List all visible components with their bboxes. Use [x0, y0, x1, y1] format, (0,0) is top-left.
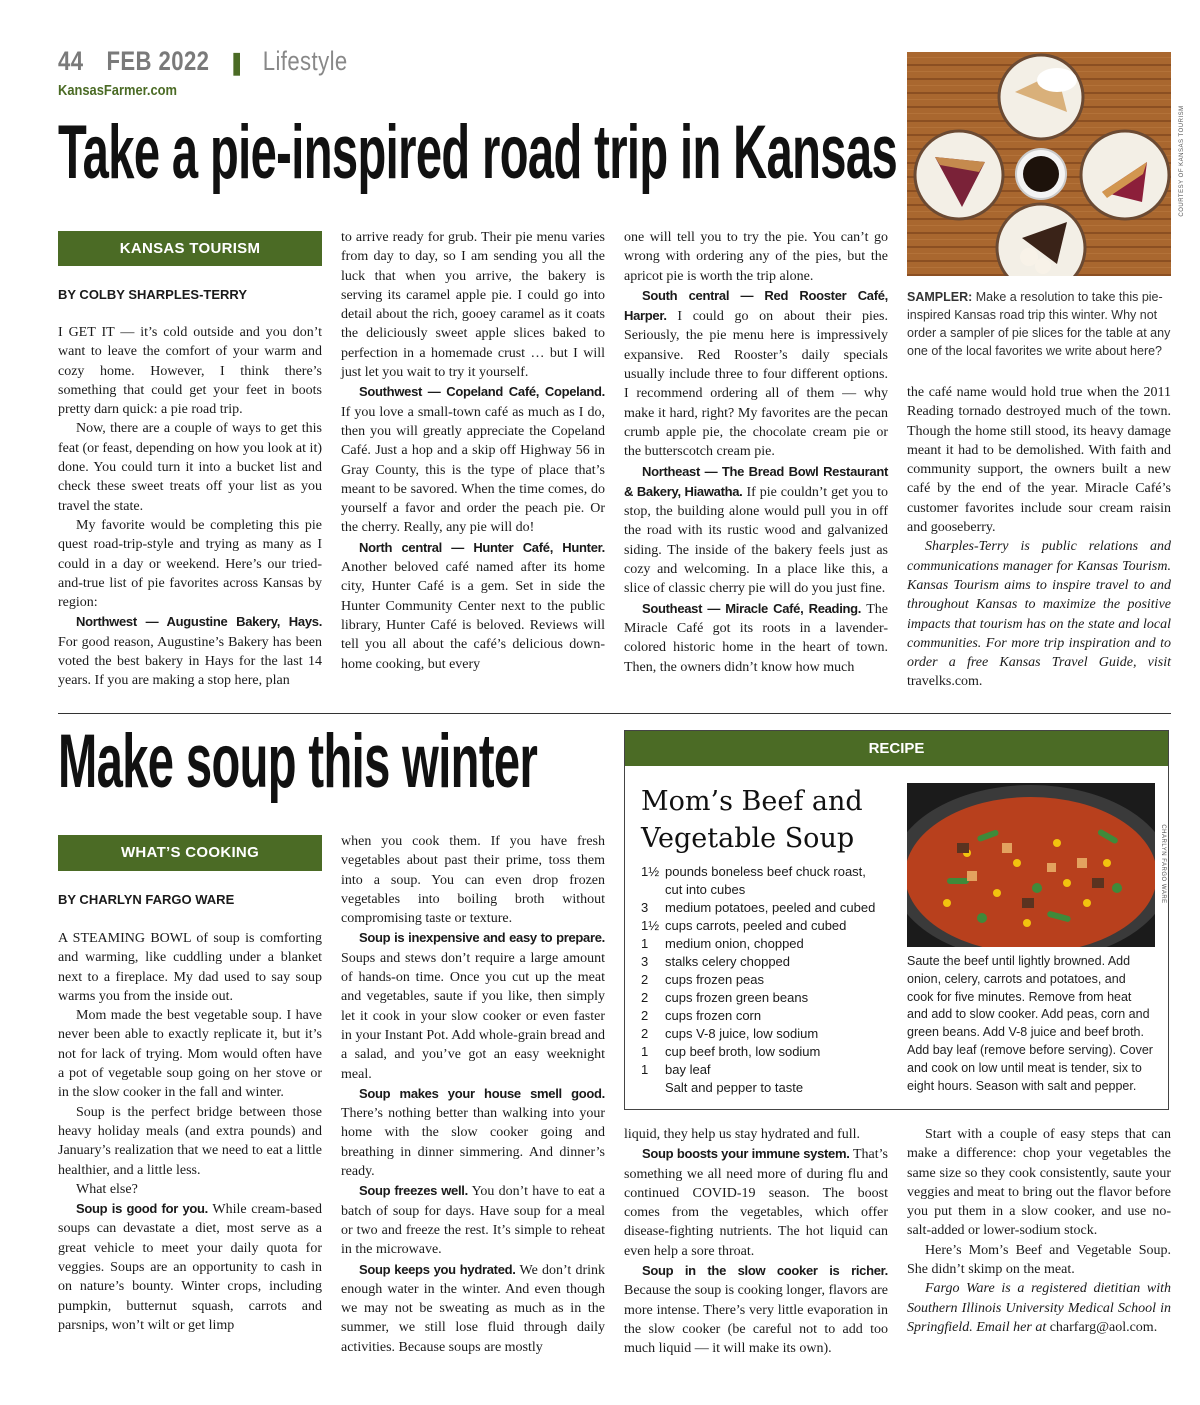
ingredient-item: pounds boneless beef chuck roast,: [665, 864, 866, 879]
pie-paragraph: [341, 382, 605, 537]
email-link[interactable]: charfarg@aol.com.: [1046, 1319, 1158, 1335]
pie-column-3: [624, 228, 888, 677]
pie-photo-illustration: [907, 52, 1171, 276]
soup-paragraph: when you cook them. If you have fresh vegetables about past their prime, toss them into a soup. You can even drop frozen vegetables into boiling broth without compromising taste or texture.: [341, 834, 605, 927]
ingredient-item: stalks celery chopped: [665, 954, 791, 969]
soup-column-3: [624, 1125, 888, 1359]
point-text: You don’t have to eat a batch of soup for days. Have soup for a meal or two and freeze the rest. It’s simple to reheat in the microwave.: [341, 1184, 605, 1258]
ingredient-row: [641, 1079, 901, 1097]
pie-headline-text: Take a pie-inspired road trip in Kansas: [58, 110, 898, 195]
author-bio: [907, 537, 1171, 691]
ingredient-item: cup beef broth, low sodium: [665, 1044, 821, 1059]
ingredient-row: [641, 1007, 901, 1025]
recipe-box: [624, 730, 1169, 1110]
point-text: There’s nothing better than walking into your home with the slow cooker going and breathing in dinner simmering. And dinner’s ready.: [341, 1106, 605, 1180]
region-text: The Miracle Café got its roots in a lavender-colored historic home in the heart of town. Then, the owners didn’t know how much: [624, 601, 889, 675]
author-bio-text: Sharples-Terry is public relations and communications manager for Kansas Tourism. Kansas Tourism aims to inspire travel to and throughout Kansas to maximize the positive impacts that tourism has on the state and local communities. For more trip inspiration and to order a free Kansas Travel Guide, visit: [907, 539, 1171, 671]
ingredient-row: [641, 899, 901, 917]
pie-paragraph: one will tell you to try the pie. You can’t go wrong with ordering any of the pies, but the apricot pie is worth the trip alone.: [624, 230, 888, 284]
page-header: [58, 46, 458, 106]
soup-paragraph: [624, 1144, 888, 1261]
pie-paragraph: I GET IT — it’s cold outside and you don’t want to leave the comfort of your warm and cozy home. However, I think there’s something that could get your feet in boots pretty darn quick: a pie road trip.: [58, 325, 322, 418]
pie-paragraph: to arrive ready for grub. Their pie menu varies from day to day, so I am sending you all the luck that when you arrive, the bakery is serving its caramel apple pie. I could go into detail about the rich, gooey caramel as it coats the deliciously sweet apple slices baked to perfection in a homemade crust … but I will just let you wait to try it yourself.: [341, 230, 605, 381]
ingredient-quantity: 1: [641, 1044, 649, 1059]
region-text: If pie couldn’t get you to stop, the building alone would pull you in off the road with its rustic wood and galvanized siding. The inside of the bakery feels just as cozy and welcoming. In a place like this, a slice of classic cherry pie will do you just fine.: [624, 484, 888, 597]
pie-headline: [58, 108, 908, 198]
ingredient-item: medium onion, chopped: [665, 936, 804, 951]
pie-column-2: [341, 228, 605, 674]
region-lead: Northwest — Augustine Bakery, Hays.: [76, 614, 322, 630]
soup-paragraph: [341, 1084, 605, 1181]
point-lead: Soup freezes well.: [359, 1183, 468, 1199]
region-text: If you love a small-town café as much as I do, then you will greatly appreciate the Copeland Café. Just a hop and a skip off Highway 56 in Gray County, this is the type of place that’s meant to be savored. When the time comes, do yourself a favor and order the peach pie. Or the cherry. Really, any pie will do!: [341, 404, 605, 536]
region-lead: North central — Hunter Café, Hunter.: [359, 539, 605, 555]
soup-paragraph: [58, 1199, 322, 1335]
pie-photo-credit: [1176, 52, 1188, 276]
pie-paragraph: [624, 599, 888, 677]
soup-column-4: [907, 1125, 1171, 1337]
ingredient-item: Salt and pepper to taste: [665, 1080, 804, 1095]
recipe-directions: Saute the beef until lightly browned. Add onion, celery, carrots and potatoes, and cook for five minutes. Remove from heat and add to slow cooker. Add peas, corn and green beans. Add V-8 juice and beef broth. Add bay leaf (remove before serving). Cover and cook on low until meat is tender, six to eight hours. Season with salt and pepper.: [907, 954, 1153, 1093]
soup-paragraph: liquid, they help us stay hydrated and full.: [624, 1127, 861, 1142]
soup-paragraph: What else?: [76, 1181, 138, 1197]
soup-photo-credit: [1158, 783, 1168, 947]
soup-category-bar: [58, 835, 322, 871]
soup-category-label: WHAT’S COOKING: [120, 844, 260, 861]
recipe-title: [641, 783, 863, 857]
section-label: Lifestyle: [262, 46, 348, 76]
soup-column-1: [58, 929, 322, 1335]
recipe-title-line: Mom’s Beef and: [641, 786, 863, 817]
site-link[interactable]: KansasFarmer.com: [58, 82, 178, 99]
ingredient-quantity: 1½: [641, 918, 660, 933]
pie-column-4: [907, 383, 1171, 692]
issue-date: FEB 2022: [106, 46, 210, 76]
ingredient-row: [641, 953, 901, 971]
recipe-title-line: Vegetable Soup: [641, 823, 855, 854]
pie-photo-credit-text: COURTESY OF KANSAS TOURISM: [1179, 105, 1185, 217]
ingredient-item: cups frozen green beans: [665, 990, 809, 1005]
point-text: Because the soup is cooking longer, flavors are more intense. There’s very little evaporation in the slow cooker (be careful not to add too much liquid — it will make its own).: [624, 1283, 888, 1357]
ingredient-quantity: 1: [641, 1062, 649, 1077]
ingredient-item: medium potatoes, peeled and cubed: [665, 900, 876, 915]
point-lead: Soup makes your house smell good.: [359, 1085, 605, 1101]
pie-paragraph: [58, 612, 322, 690]
ingredient-quantity: 3: [641, 900, 649, 915]
pie-byline: BY COLBY SHARPLES-TERRY: [58, 287, 248, 302]
pie-sampler-photo: [907, 52, 1171, 276]
soup-paragraph: [341, 1181, 605, 1259]
point-text: Soups and stews don’t require a large amount of hands-on time. Once you cut up the meat and vegetables, saute if you like, then simply let it cook in your slow cooker or even faster in your Instant Pot. Add whole-grain bread and a salad, and you’ve got an easy weeknight meal.: [341, 950, 605, 1082]
pie-photo-caption: [907, 288, 1171, 360]
soup-photo-illustration: [907, 783, 1155, 947]
soup-paragraph: Start with a couple of easy steps that can make a difference: chop your vegetables the same size so they cook consistently, saute your veggies and meat to bring out the flavor before you put them in a slow cooker, and use no-salt-added or lower-sodium stock.: [907, 1127, 1171, 1239]
ingredient-item: bay leaf: [665, 1062, 711, 1077]
point-lead: Soup is inexpensive and easy to prepare.: [359, 930, 605, 946]
author-bio: [907, 1279, 1171, 1337]
soup-paragraph: Mom made the best vegetable soup. I have never been able to exactly replicate it, but it’s not for lack of trying. Mom would often have a pot of vegetable soup going on her stove or in the slow cooker in the fall and winter.: [58, 1008, 322, 1101]
soup-headline-text: Make soup this winter: [58, 719, 538, 804]
region-text: Another beloved café named after its home city, Hunter Café is a gem. Set in side the Hunter Community Center next to the public library, Hunter Café is beloved. Reviews will tell you all about the café’s delicious down-home cooking, but every: [341, 560, 605, 672]
region-lead: South central — Red Rooster Café, Harper.: [624, 287, 888, 324]
ingredient-quantity: 2: [641, 990, 649, 1005]
pie-paragraph: My favorite would be completing this pie quest road-trip-style and trying as many as I could in a day or weekend. Here’s our tried-and-true list of pie favorites across Kansas by region:: [58, 517, 322, 611]
ingredient-quantity: 2: [641, 972, 649, 987]
soup-headline: [58, 719, 618, 812]
ingredient-item: cut into cubes: [665, 882, 746, 897]
region-lead: Northeast — The Bread Bowl Restaurant & Bakery, Hiawatha.: [624, 463, 888, 499]
ingredient-row: [641, 971, 901, 989]
point-text: That’s something we all need more of during flu and continued COVID-19 season. The boost comes from the vegetables, which offer disease-fighting nutrients. The hot liquid can even help a sore throat.: [624, 1147, 888, 1259]
region-text: For good reason, Augustine’s Bakery has been voted the best bakery in Hays for the last 14 years. If you are making a stop here, plan: [58, 634, 322, 689]
ingredient-list: [641, 863, 901, 1097]
pie-paragraph: the café name would hold true when the 2011 Reading tornado destroyed much of the town. Though the home still stood, its heavy damage meant it had to be demolished. With faith and community support, the owners built a new café by the end of the year. Miracle Café’s customer favorites include sour cream raisin and gooseberry.: [907, 385, 1171, 536]
section-divider: [58, 713, 1171, 714]
ingredient-quantity: 1: [641, 936, 649, 951]
ingredient-quantity: 2: [641, 1008, 649, 1023]
point-lead: Soup in the slow cooker is richer.: [642, 1263, 888, 1279]
ingredient-row: [641, 1025, 901, 1043]
point-lead: Soup is good for you.: [76, 1201, 208, 1217]
ingredient-row: [641, 917, 901, 935]
point-text: We don’t drink enough water in the winter. And even though we may not be sweating as much as in the summer, we still lose fluid through daily activities. Because soups are mostly: [341, 1262, 605, 1355]
pie-paragraph: Now, there are a couple of ways to get this feat (or feast, depending on how you look at it) done. You could turn it into a bucket list and check these sweet treats off your list as you travel the state.: [58, 421, 322, 514]
page-number: 44: [58, 46, 84, 76]
ingredient-quantity: 1½: [641, 864, 660, 879]
region-text: I could go on about their pies. Seriously, the pie menu here is impressively expansive. Red Rooster’s daily specials usually include three to four different options. I recommend ordering all of them — why make it hard, right? My favorites are the pecan crumb apple pie, the chocolate cream pie or the butterscotch cream pie.: [624, 309, 888, 460]
soup-paragraph: [341, 1260, 605, 1357]
ingredient-quantity: [641, 881, 665, 899]
region-lead: Southeast — Miracle Café, Reading.: [642, 600, 862, 616]
soup-paragraph: A STEAMING BOWL of soup is comforting and warming, like cuddling under a blanket next to a fireplace. My dad used to say soup warms you from the inside out.: [58, 931, 322, 1004]
soup-photo-credit-text: CHARLYN FARGO WARE: [1160, 824, 1166, 904]
ingredient-row: [641, 1061, 901, 1079]
caption-lead: SAMPLER:: [907, 290, 973, 304]
soup-byline: BY CHARLYN FARGO WARE: [58, 892, 235, 907]
soup-paragraph: Soup is the perfect bridge between those heavy holiday meals (and extra pounds) and January’s realization that we need to eat a little healthier, and a little less.: [58, 1104, 322, 1178]
pie-category-bar: [58, 231, 322, 266]
ingredient-item: cups V-8 juice, low sodium: [665, 1026, 819, 1041]
point-text: While cream-based soups can devastate a diet, most serve as a great vehicle to meet your daily quota for veggies. Soups are an opportunity to cash in on nature’s bounty. Winter crops, including pumpkin, butternut squash, carrots and parsnips, won’t wilt or get limp: [58, 1202, 322, 1333]
soup-column-2: [341, 832, 605, 1357]
soup-paragraph: [624, 1261, 888, 1358]
pie-paragraph: [624, 462, 888, 599]
recipe-label: RECIPE: [868, 740, 925, 757]
ingredient-row: [641, 1043, 901, 1061]
ingredient-row: [641, 989, 901, 1007]
travel-link[interactable]: travelks.com.: [907, 674, 983, 690]
ingredient-item: cups frozen peas: [665, 972, 765, 987]
pie-column-1: [58, 323, 322, 691]
soup-paragraph: Here’s Mom’s Beef and Vegetable Soup. She didn’t skimp on the meat.: [907, 1242, 1171, 1278]
author-bio-text: Fargo Ware is a registered dietitian with Southern Illinois University Medical School in Springfield. Email her at: [907, 1281, 1171, 1335]
ingredient-item: cups carrots, peeled and cubed: [665, 918, 847, 933]
ingredient-item: cups frozen corn: [665, 1008, 762, 1023]
recipe-label-bar: [625, 731, 1168, 766]
point-lead: Soup boosts your immune system.: [642, 1146, 850, 1162]
soup-paragraph: [341, 928, 605, 1083]
pie-paragraph: [341, 538, 605, 674]
ingredient-row: [641, 863, 901, 881]
ingredient-quantity: 3: [641, 954, 649, 969]
caption-text: Make a resolution to take this pie-inspired Kansas road trip this winter. Why not order a sampler of pie slices for the table at any one of the local favorites we write about here?: [907, 290, 1171, 358]
ingredient-row: [641, 881, 901, 899]
point-lead: Soup keeps you hydrated.: [359, 1261, 516, 1277]
ingredient-quantity: [641, 1079, 665, 1097]
separator-mark: ❚: [229, 50, 245, 75]
ingredient-row: [641, 935, 901, 953]
pie-category-label: KANSAS TOURISM: [119, 240, 261, 257]
pie-paragraph: [624, 286, 888, 462]
ingredient-quantity: 2: [641, 1026, 649, 1041]
soup-photo: [907, 783, 1155, 947]
region-lead: Southwest — Copeland Café, Copeland.: [359, 384, 605, 400]
